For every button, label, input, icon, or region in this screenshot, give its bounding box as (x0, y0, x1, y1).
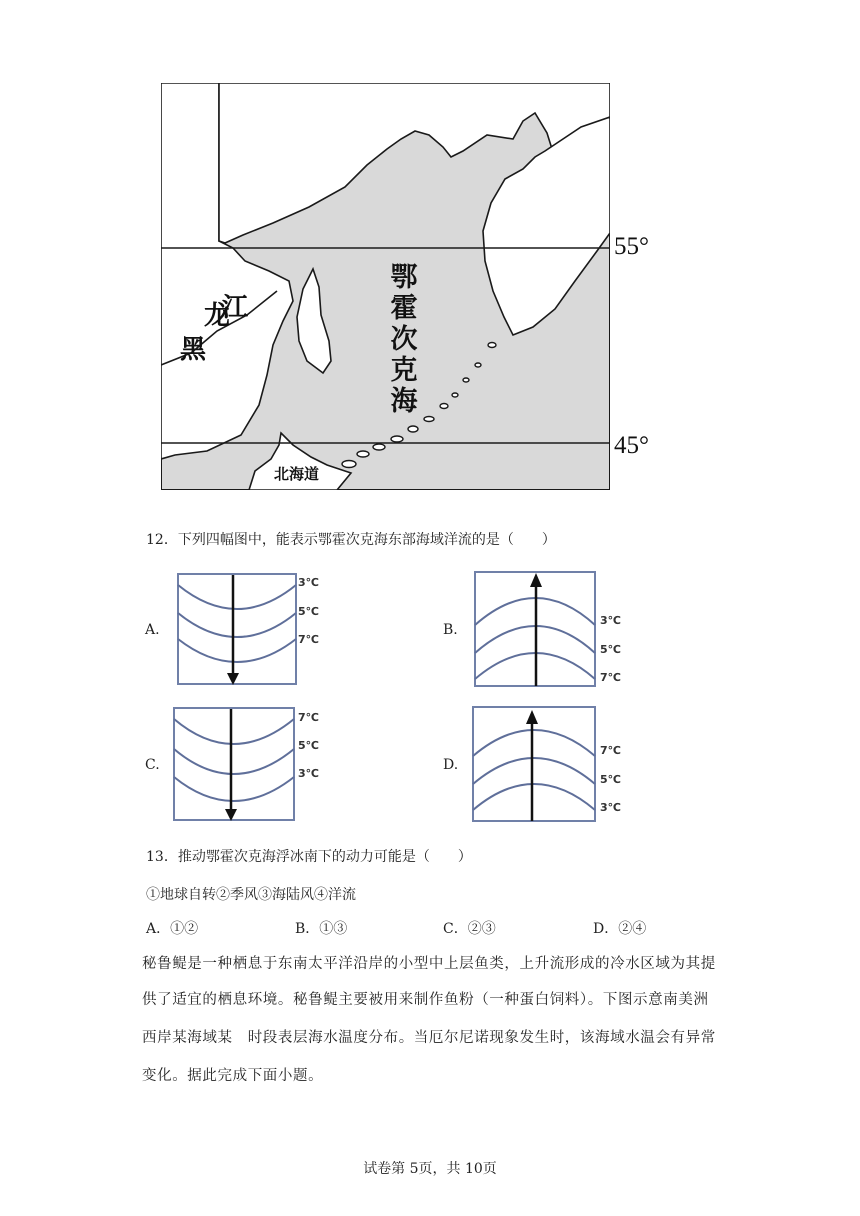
passage-line-4: 变化。据此完成下面小题。 (142, 1068, 324, 1084)
choice-b[interactable]: B．①③ (295, 921, 348, 937)
option-a-temp-2: 5℃ (298, 605, 319, 618)
option-c-label[interactable]: C. (145, 757, 160, 773)
option-b-label[interactable]: B. (443, 622, 458, 638)
hokkaido-label: 北海道 (274, 465, 320, 483)
choice-a[interactable]: A．①② (146, 921, 199, 937)
option-b-temp-3: 7℃ (600, 671, 621, 684)
passage-line-3: 西岸某海域某 时段表层海水温度分布。当厄尔尼诺现象发生时，该海域水温会有异常 (142, 1030, 716, 1046)
option-b-temp-1: 3℃ (600, 614, 621, 627)
option-c-temp-3: 3℃ (298, 767, 319, 780)
option-a-label[interactable]: A. (145, 622, 160, 638)
river-char-hei: 黑 (180, 335, 207, 365)
option-d-temp-1: 7℃ (600, 744, 621, 757)
option-d-temp-2: 5℃ (600, 773, 621, 786)
sea-name-label: 鄂 霍 次 克 海 (390, 262, 418, 417)
river-char-long: 龙 (204, 301, 231, 331)
latitude-45-label: 45° (614, 432, 649, 459)
latitude-55-label: 55° (614, 233, 649, 260)
option-c-temp-1: 7℃ (298, 711, 319, 724)
option-d-label[interactable]: D. (443, 757, 459, 773)
river-char-jiang: 江 (222, 293, 249, 323)
question-13: 13．推动鄂霍次克海浮冰南下的动力可能是（ ） (146, 849, 472, 865)
option-b-diagram[interactable] (474, 571, 599, 689)
passage-line-2: 供了适宜的栖息环境。秘鲁鳀主要被用来制作鱼粉（一种蛋白饲料）。下图示意南美洲 (142, 992, 709, 1008)
passage-line-1: 秘鲁鳀是一种栖息于东南太平洋沿岸的小型中上层鱼类，上升流形成的冷水区域为其提 (142, 956, 716, 972)
choice-c[interactable]: C．②③ (443, 921, 496, 937)
page-footer: 试卷第 5页，共 10页 (363, 1161, 497, 1177)
option-b-temp-2: 5℃ (600, 643, 621, 656)
option-c-diagram[interactable] (173, 707, 298, 825)
option-a-temp-1: 3℃ (298, 576, 319, 589)
question-12: 12．下列四幅图中，能表示鄂霍次克海东部海域洋流的是（ ） (146, 532, 556, 548)
option-a-temp-3: 7℃ (298, 633, 319, 646)
question-13-items: ①地球自转②季风③海陆风④洋流 (146, 887, 356, 903)
option-a-diagram[interactable] (177, 573, 302, 688)
choice-d[interactable]: D．②④ (593, 921, 647, 937)
option-d-temp-3: 3℃ (600, 801, 621, 814)
option-c-temp-2: 5℃ (298, 739, 319, 752)
option-d-diagram[interactable] (472, 706, 599, 824)
